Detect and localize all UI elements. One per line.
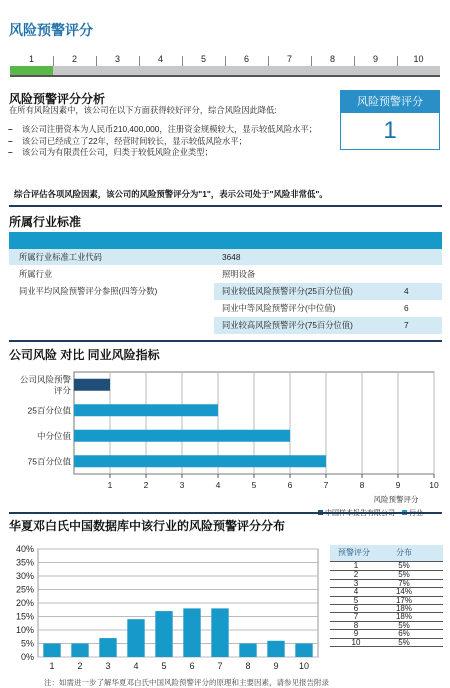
x-tick-label: 8: [245, 661, 251, 671]
share-cell: 5%: [398, 570, 410, 580]
industry-code-label: 所属行业标准工业代码: [19, 252, 102, 262]
score-scale-label: 10: [413, 54, 424, 64]
industry-quartile-value: 7: [404, 320, 409, 330]
section-divider: [9, 512, 442, 514]
score-scale-tick: [311, 56, 312, 66]
x-tick-label: 7: [323, 480, 329, 490]
distribution-table-body: [330, 561, 443, 647]
compare-title: 公司风险 对比 同业风险指标: [9, 348, 160, 362]
industry-label: 所属行业: [19, 269, 53, 279]
score-box-label: 风险预警评分: [341, 91, 439, 113]
y-tick-label: 10%: [15, 625, 34, 635]
x-tick-label: 1: [107, 480, 113, 490]
table-row: [330, 612, 443, 620]
score-scale-label: 5: [200, 54, 206, 64]
x-tick-label: 2: [77, 661, 83, 671]
x-tick-label: 3: [179, 480, 185, 490]
score-scale: [10, 54, 440, 77]
table-row: [9, 283, 442, 300]
share-cell: 7%: [398, 578, 410, 588]
table-row: [330, 570, 443, 578]
table-row: [330, 579, 443, 587]
score-scale-label: 4: [157, 54, 163, 64]
table-row: [330, 621, 443, 629]
industry-table: [9, 232, 442, 334]
bar: [267, 641, 284, 657]
industry-title: 所属行业标准: [9, 215, 82, 229]
score-cell: 5: [353, 595, 359, 605]
score-box-value: 1: [383, 117, 397, 144]
x-tick-label: 10: [429, 480, 439, 490]
x-tick-label: 7: [217, 661, 223, 671]
share-cell: 5%: [398, 637, 410, 647]
score-scale-label: 1: [28, 54, 34, 64]
x-tick-label: 9: [273, 661, 279, 671]
footnote: 注：如需进一步了解华夏邓白氏中国风险预警评分的原理和主要因素，请参见报告附录: [44, 678, 329, 687]
table-row: [9, 300, 442, 317]
y-tick-label: 25%: [15, 584, 34, 595]
bar: [74, 404, 218, 416]
analysis-bullet: – 该公司为有限责任公司，归类于较低风险企业类型；: [8, 147, 338, 159]
score-cell: 10: [351, 637, 361, 647]
industry-code-value: 3648: [222, 252, 241, 262]
score-scale-tick: [225, 56, 226, 66]
x-axis-label: 风险预警评分: [373, 495, 419, 504]
table-row: [330, 629, 443, 637]
score-cell: 1: [353, 561, 359, 570]
x-tick-label: 8: [359, 480, 365, 490]
x-tick-label: 5: [251, 480, 257, 490]
x-tick-label: 9: [395, 480, 401, 490]
x-tick-label: 2: [143, 480, 149, 490]
x-tick-label: 1: [49, 661, 55, 671]
score-scale-tick: [268, 56, 269, 66]
industry-value: 照明设备: [222, 269, 256, 279]
score-scale-tick: [354, 56, 355, 66]
bar: [155, 611, 172, 657]
y-tick-label: 40%: [15, 544, 34, 554]
share-cell: 6%: [398, 629, 410, 639]
x-tick-label: 6: [189, 661, 195, 671]
page-title: 风险预警评分: [9, 22, 93, 38]
industry-avg-label: 同业平均风险预警评分参照(四等分数): [19, 286, 158, 296]
x-tick-label: 6: [287, 480, 293, 490]
score-box: [340, 90, 440, 150]
bar: [127, 619, 144, 657]
y-tick-label: 25百分位值: [27, 405, 71, 416]
section-divider: [9, 340, 442, 342]
x-tick-label: 4: [133, 661, 139, 671]
share-cell: 17%: [395, 595, 412, 605]
industry-quartile-value: 6: [404, 303, 409, 313]
x-tick-label: 4: [215, 480, 221, 490]
industry-quartile-label: 同业中等风险预警评分(中位值): [222, 303, 336, 313]
bar: [43, 644, 60, 658]
table-row: [9, 317, 442, 334]
share-cell: 14%: [395, 587, 412, 597]
section-divider: [9, 205, 442, 207]
distribution-chart: [0, 537, 325, 677]
bar: [211, 608, 228, 657]
table-row: [9, 266, 442, 283]
score-scale-label: 9: [372, 54, 378, 64]
bar: [183, 608, 200, 657]
bar: [74, 379, 110, 391]
x-tick-label: 5: [161, 661, 167, 671]
score-scale-tick: [53, 56, 54, 66]
bar: [71, 644, 88, 658]
bar: [74, 455, 326, 467]
share-cell: 5%: [398, 620, 410, 630]
header-score: 预警评分: [338, 548, 370, 557]
y-tick-label: 15%: [15, 611, 34, 622]
analysis-title: 风险预警评分分析: [9, 92, 106, 106]
score-scale-fill: [10, 66, 53, 75]
share-cell: 18%: [395, 612, 412, 622]
score-cell: 4: [353, 587, 359, 597]
score-scale-tick: [182, 56, 183, 66]
industry-quartile-value: 4: [404, 286, 409, 296]
score-scale-label: 7: [286, 54, 292, 64]
distribution-title: 华夏邓白氏中国数据库中该行业的风险预警评分分布: [9, 519, 286, 533]
share-cell: 18%: [395, 603, 412, 613]
analysis-intro: 在所有风险因素中，该公司在以下方面获得较好评分，综合风险因此降低:: [9, 105, 277, 115]
analysis-bullets: [8, 124, 338, 159]
score-scale-tick: [139, 56, 140, 66]
table-row: [330, 604, 443, 612]
bar: [74, 430, 290, 442]
table-row: [330, 587, 443, 595]
score-cell: 7: [353, 612, 359, 622]
score-scale-tick: [397, 56, 398, 66]
x-tick-label: 3: [105, 661, 111, 671]
score-scale-labels: [10, 54, 440, 66]
score-cell: 9: [353, 629, 359, 639]
x-tick-label: 10: [298, 661, 310, 671]
y-tick-label: 评分: [53, 385, 71, 396]
bar: [239, 644, 256, 658]
score-cell: 3: [353, 578, 359, 588]
score-cell: 6: [353, 603, 359, 613]
table-row: [330, 638, 443, 646]
distribution-table-header: [330, 545, 443, 561]
score-scale-label: 8: [329, 54, 335, 64]
score-scale-label: 6: [243, 54, 249, 64]
y-tick-label: 中分位值: [36, 430, 71, 441]
score-scale-baseline: [10, 75, 440, 77]
bar: [295, 644, 312, 658]
score-cell: 8: [353, 620, 359, 630]
industry-table-header: [9, 232, 442, 249]
y-tick-label: 30%: [15, 571, 34, 581]
y-tick-label: 公司风险预警: [19, 374, 71, 385]
analysis-bullet: – 该公司已经成立了22年，经营时间较长，显示较低风险水平；: [8, 136, 338, 148]
bar: [99, 638, 116, 657]
score-scale-label: 2: [71, 54, 77, 64]
analysis-bullet: – 该公司注册资本为人民币210,400,000，注册资金规模较大，显示较低风险水平；: [8, 124, 338, 136]
table-row: [330, 562, 443, 570]
y-tick-label: 5%: [20, 638, 34, 649]
y-tick-label: 75百分位值: [27, 456, 71, 467]
score-scale-label: 3: [114, 54, 120, 64]
industry-quartile-label: 同业较高风险预警评分(75百分位值): [222, 320, 353, 330]
analysis-conclusion: 综合评估各项风险因素，该公司的风险预警评分为"1"，表示公司处于"风险非常低"。: [14, 189, 328, 199]
score-scale-tick: [96, 56, 97, 66]
header-share: 分布: [396, 548, 412, 557]
table-row: [9, 249, 442, 266]
share-cell: 5%: [398, 561, 410, 570]
y-tick-label: 0%: [20, 652, 34, 662]
distribution-table: [330, 545, 443, 647]
y-tick-label: 20%: [15, 598, 34, 608]
score-scale-track: [10, 66, 440, 75]
y-tick-label: 35%: [15, 557, 34, 568]
industry-quartile-label: 同业较低风险预警评分(25百分位值): [222, 286, 353, 296]
score-cell: 2: [353, 570, 359, 580]
compare-chart: [0, 362, 450, 522]
table-row: [330, 596, 443, 604]
